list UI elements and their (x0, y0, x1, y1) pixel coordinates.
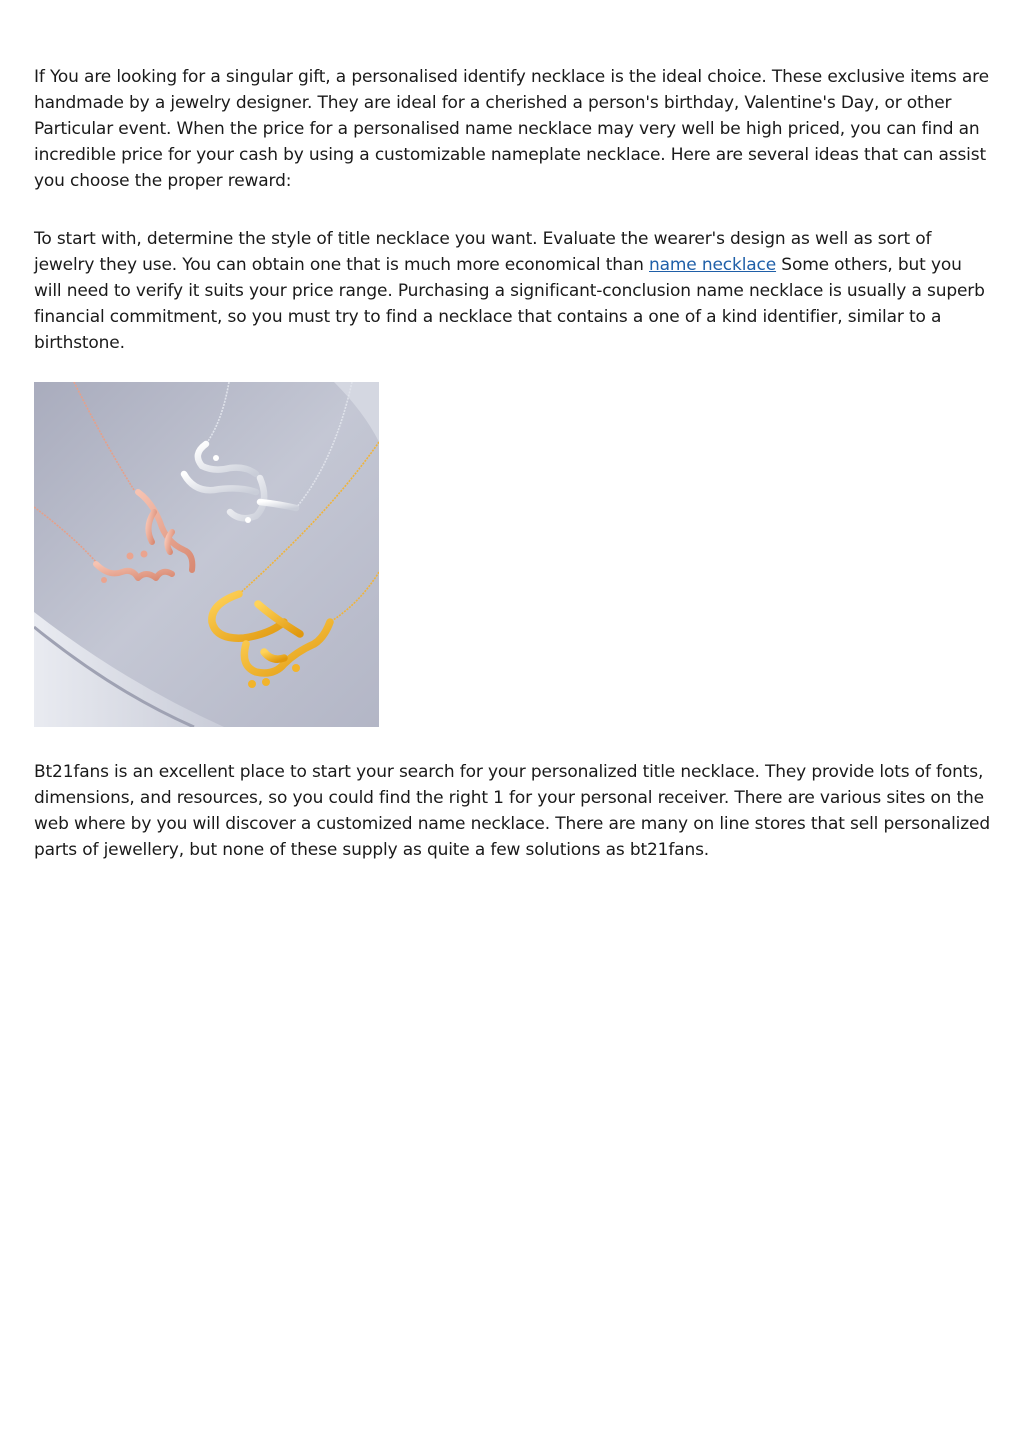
paragraph-intro: If You are looking for a singular gift, a personalised identify necklace is the ideal choice. These exclusive items are handmade by a jewelry designer. They are ideal for a cherished a person's birthday, Valentine's Day, or other Particular event. When the price for a personalised name necklace may very well be high priced, you can find an incredible price for your cash by using a customizable nameplate necklace. Here are several ideas that can assist you choose the proper reward: (34, 67, 989, 191)
paragraph-style-advice-start: To start with, determine the style of title necklace you want. Evaluate the wearer's design as well as sort of jewelry they use. You can obtain one that is much more economical than (34, 229, 932, 275)
paragraph-style-advice (34, 226, 994, 356)
document-page (34, 64, 994, 863)
necklaces-photo (34, 382, 379, 727)
name-necklace-link[interactable]: name necklace (649, 255, 777, 275)
paragraph-bt21fans: Bt21fans is an excellent place to start your search for your personalized title necklace. They provide lots of fonts, dimensions, and resources, so you could find the right 1 for your personal receiver. There are various sites on the web where by you will discover a customized name necklace. There are many on line stores that sell personalized parts of jewellery, but none of these supply as quite a few solutions as bt21fans. (34, 762, 990, 860)
paragraph-style-advice-end: Some others, but you will need to verify it suits your price range. Purchasing a significant-conclusion name necklace is usually a superb financial commitment, so you must try to find a necklace that contains a one of a kind identifier, similar to a birthstone. (34, 255, 985, 353)
